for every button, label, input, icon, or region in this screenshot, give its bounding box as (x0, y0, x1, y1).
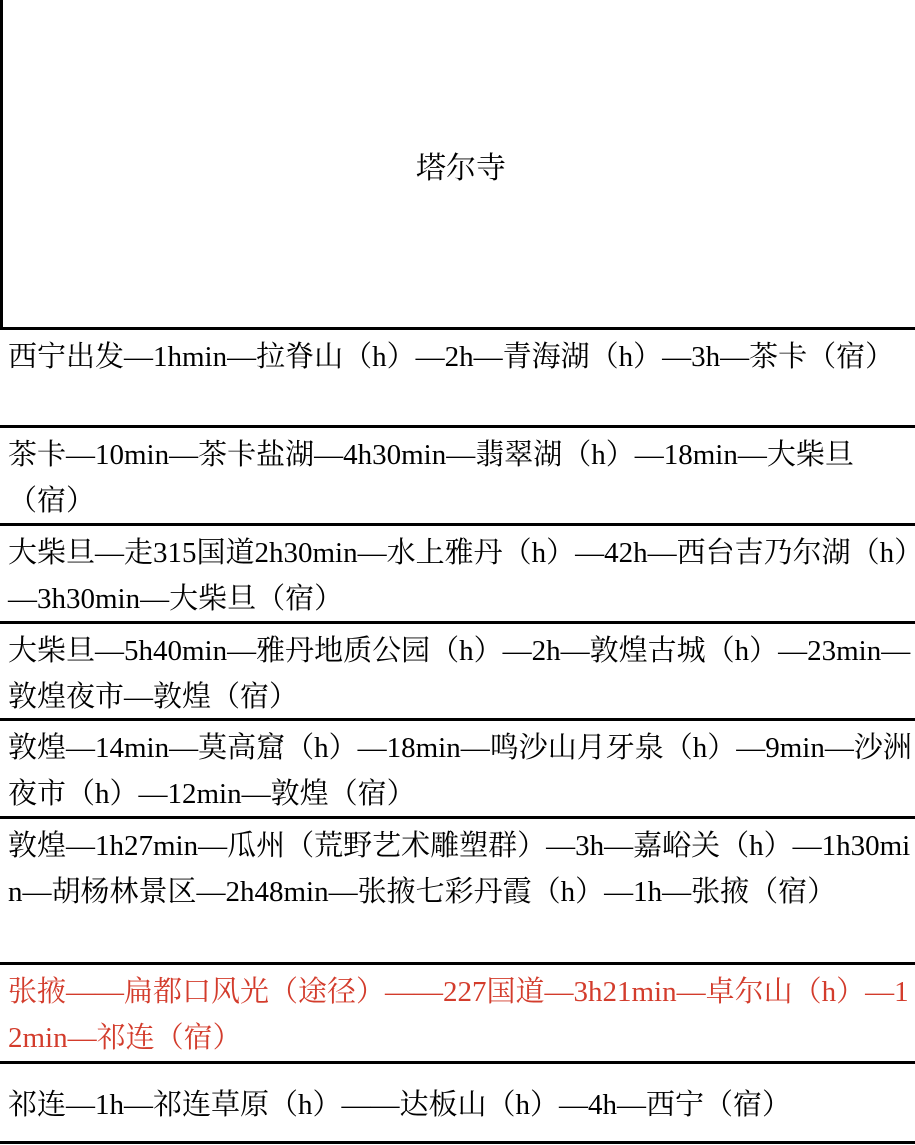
itinerary-row-5: 敦煌—14min—莫高窟（h）—18min—鸣沙山月牙泉（h）—9min—沙洲夜市（h）—12min—敦煌（宿） (0, 718, 915, 816)
itinerary-row-4: 大柴旦—5h40min—雅丹地质公园（h）—2h—敦煌古城（h）—23min—敦煌夜市—敦煌（宿） (0, 621, 915, 718)
itinerary-row-1: 西宁出发—1hmin—拉脊山（h）—2h—青海湖（h）—3h—茶卡（宿） (0, 327, 915, 425)
header-cell (0, 0, 913, 327)
itinerary-row-2: 茶卡—10min—茶卡盐湖—4h30min—翡翠湖（h）—18min—大柴旦（宿） (0, 425, 915, 523)
header-title: 塔尔寺 (416, 150, 506, 186)
itinerary-row-6: 敦煌—1h27min—瓜州（荒野艺术雕塑群）—3h—嘉峪关（h）—1h30min—胡杨林景区—2h48min—张掖七彩丹霞（h）—1h—张掖（宿） (0, 816, 915, 962)
itinerary-row-3: 大柴旦—走315国道2h30min—水上雅丹（h）—42h—西台吉乃尔湖（h）—3h30min—大柴旦（宿） (0, 523, 915, 621)
bottom-border (0, 1141, 915, 1144)
itinerary-row-7-highlighted: 张掖——扁都口风光（途径）——227国道—3h21min—卓尔山（h）—12min—祁连（宿） (0, 962, 915, 1061)
itinerary-row-8: 祁连—1h—祁连草原（h）——达板山（h）—4h—西宁（宿） (0, 1061, 915, 1141)
